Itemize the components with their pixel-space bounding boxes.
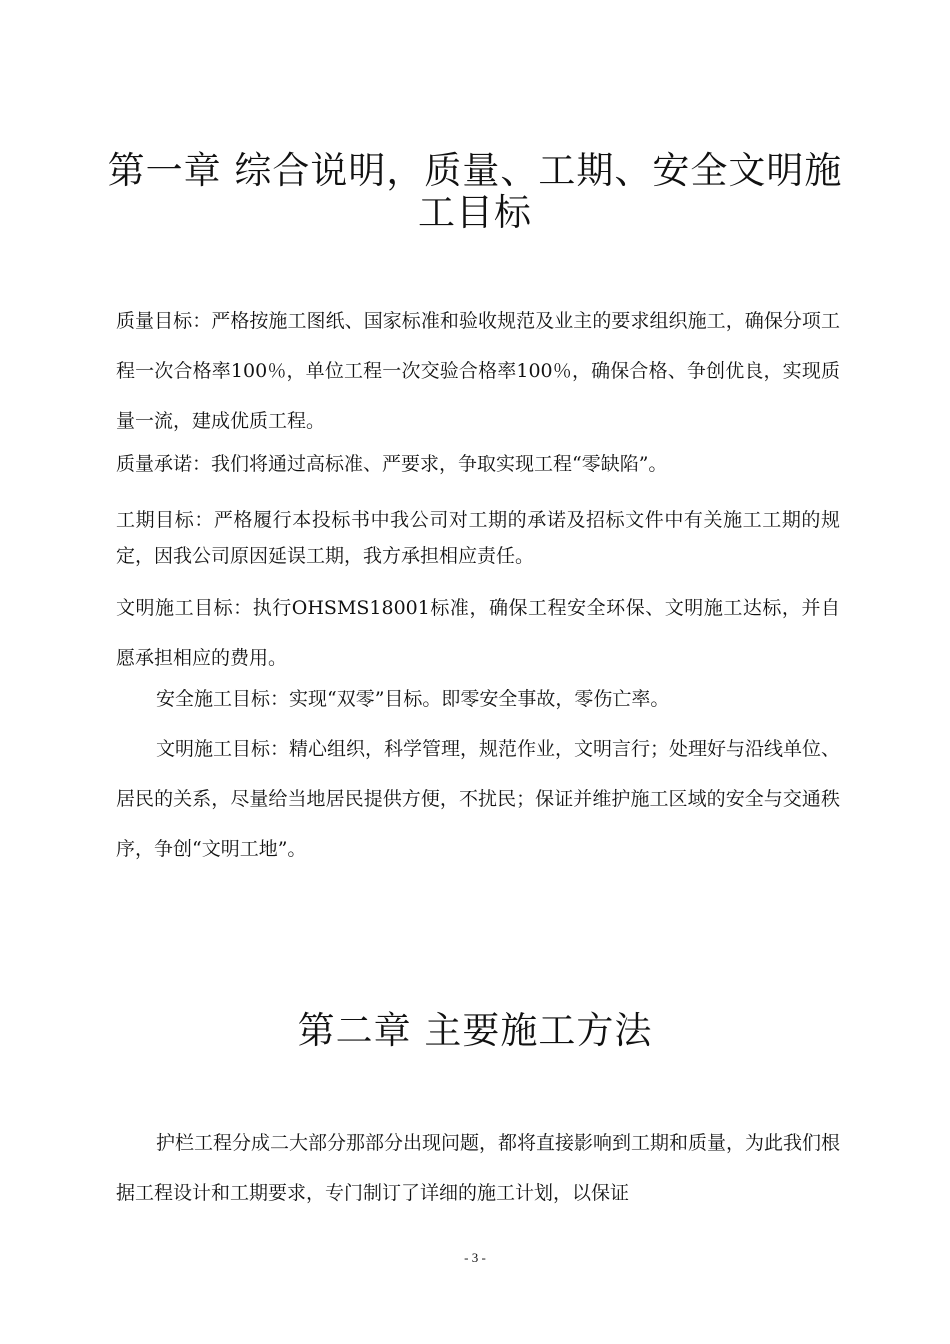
civil-construction-goal-detail-paragraph: 文明施工目标：精心组织，科学管理，规范作业，文明言行；处理好与沿线单位、居民的关系，尽量给当地居民提供方便，不扰民；保证并维护施工区域的安全与交通秩序，争创“文明工地”。 <box>116 738 841 860</box>
guardrail-intro-paragraph: 护栏工程分成二大部分那部分出现问题，都将直接影响到工期和质量，为此我们根据工程设计和工期要求，专门制订了详细的施工计划，以保证 <box>116 1132 841 1204</box>
schedule-goal-paragraph: 工期目标：严格履行本投标书中我公司对工期的承诺及招标文件中有关施工工期的规定，因我公司原因延误工期，我方承担相应责任。 <box>116 509 840 567</box>
safety-goal-paragraph: 安全施工目标：实现“双零”目标。即零安全事故，零伤亡率。 <box>156 688 670 710</box>
chapter-2-title: 第二章 主要施工方法 <box>297 1009 653 1052</box>
page-number: - 3 - <box>464 1250 486 1265</box>
chapter-1-title: 第一章 综合说明，质量、工期、安全文明施工目标 <box>107 149 843 234</box>
civil-construction-goal-paragraph: 文明施工目标：执行OHSMS18001标准，确保工程安全环保、文明施工达标，并自愿承担相应的费用。 <box>116 597 840 669</box>
quality-promise-paragraph: 质量承诺：我们将通过高标准、严要求，争取实现工程“零缺陷”。 <box>116 453 668 475</box>
quality-goal-paragraph: 质量目标：严格按施工图纸、国家标准和验收规范及业主的要求组织施工，确保分项工程一次合格率100％，单位工程一次交验合格率100％，确保合格、争创优良，实现质量一流，建成优质工程。 <box>116 310 840 432</box>
